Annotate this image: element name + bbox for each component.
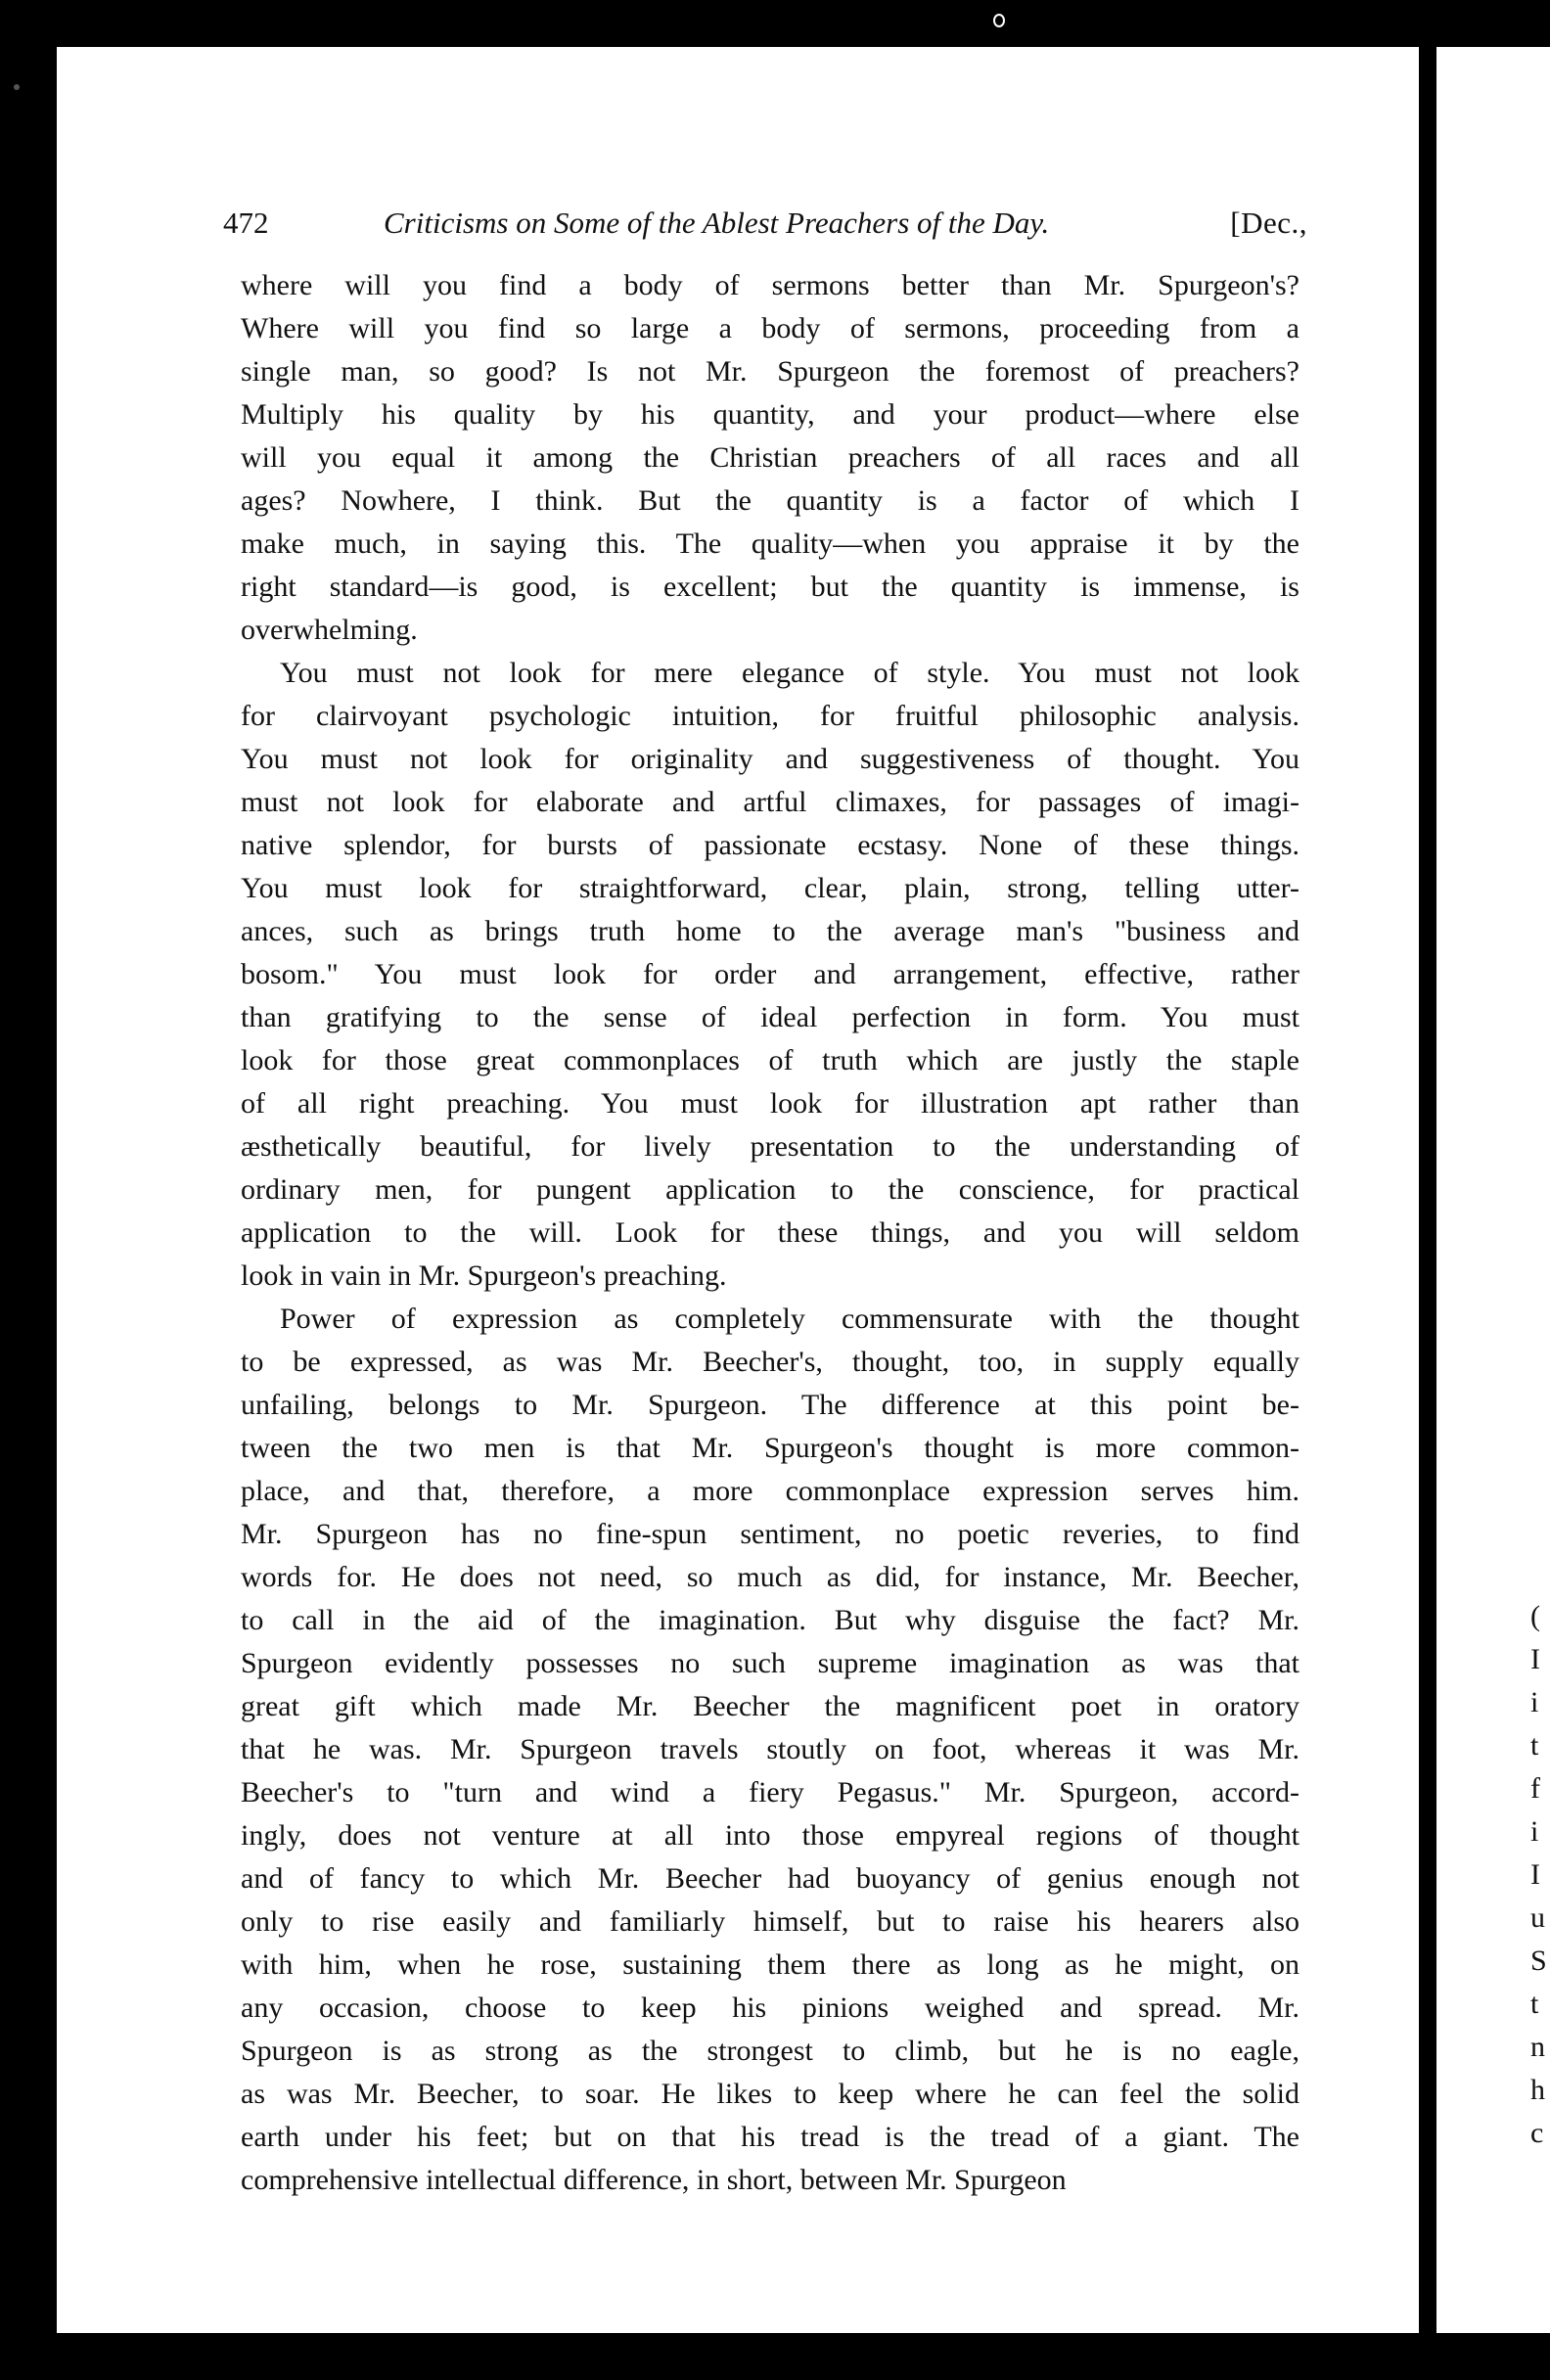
facing-page-fragment: i xyxy=(1530,1686,1539,1718)
text-line: æsthetically beautiful, for lively presentation to the understanding of xyxy=(241,1130,1299,1163)
text-line: where will you find a body of sermons better than Mr. Spurgeon's? xyxy=(241,269,1299,301)
text-line: place, and that, therefore, a more commonplace expression serves him. xyxy=(241,1475,1299,1507)
text-line: comprehensive intellectual difference, in short, between Mr. Spurgeon xyxy=(241,2164,1067,2196)
text-line: ages? Nowhere, I think. But the quantity is a factor of which I xyxy=(241,484,1299,517)
text-line: ances, such as brings truth home to the average man's "business and xyxy=(241,915,1299,947)
facing-page-fragment: t xyxy=(1530,1729,1539,1762)
page-number: 472 xyxy=(223,206,269,240)
text-line: earth under his feet; but on that his tread is the tread of a giant. The xyxy=(241,2121,1299,2153)
paragraph xyxy=(241,652,1299,1298)
text-line: single man, so good? Is not Mr. Spurgeon the foremost of preachers? xyxy=(241,355,1299,388)
text-line: Power of expression as completely commensurate with the thought xyxy=(280,1303,1299,1335)
text-line: and of fancy to which Mr. Beecher had buoyancy of genius enough not xyxy=(241,1862,1299,1895)
text-line: only to rise easily and familiarly himself, but to raise his hearers also xyxy=(241,1905,1299,1938)
text-line: to be expressed, as was Mr. Beecher's, thought, too, in supply equally xyxy=(241,1346,1299,1378)
text-line: Multiply his quality by his quantity, and your product—where else xyxy=(241,398,1299,431)
facing-page-fragment: i xyxy=(1530,1815,1539,1848)
text-line: any occasion, choose to keep his pinions weighed and spread. Mr. xyxy=(241,1991,1299,2024)
text-line: overwhelming. xyxy=(241,614,418,646)
text-line: bosom." You must look for order and arrangement, effective, rather xyxy=(241,958,1299,990)
text-line: Mr. Spurgeon has no fine-spun sentiment, no poetic reveries, to find xyxy=(241,1518,1299,1550)
text-line: Spurgeon is as strong as the strongest to climb, but he is no eagle, xyxy=(241,2035,1299,2067)
text-line: unfailing, belongs to Mr. Spurgeon. The difference at this point be- xyxy=(241,1389,1299,1421)
text-line: Beecher's to "turn and wind a fiery Pegasus." Mr. Spurgeon, accord- xyxy=(241,1776,1299,1808)
facing-page-fragment: c xyxy=(1530,2117,1544,2149)
facing-page-fragment: S xyxy=(1530,1945,1547,1977)
text-line: ordinary men, for pungent application to the conscience, for practical xyxy=(241,1173,1299,1206)
text-line: for clairvoyant psychologic intuition, for fruitful philosophic analysis. xyxy=(241,700,1299,732)
facing-page-fragment: h xyxy=(1530,2074,1545,2106)
text-line: ingly, does not venture at all into those empyreal regions of thought xyxy=(241,1819,1299,1852)
facing-page-fragment: f xyxy=(1530,1772,1540,1805)
text-line: You must look for straightforward, clear, plain, strong, telling utter- xyxy=(241,872,1299,904)
facing-page-fragment: ( xyxy=(1530,1600,1540,1632)
text-line: look for those great commonplaces of truth which are justly the staple xyxy=(241,1044,1299,1076)
text-line: must not look for elaborate and artful climaxes, for passages of imagi- xyxy=(241,786,1299,818)
text-line: Spurgeon evidently possesses no such supreme imagination as was that xyxy=(241,1647,1299,1679)
facing-page-text-fragments xyxy=(1530,1595,1550,2155)
text-line: of all right preaching. You must look for illustration apt rather than xyxy=(241,1087,1299,1120)
text-line: make much, in saying this. The quality—when you appraise it by the xyxy=(241,527,1299,560)
text-line: with him, when he rose, sustaining them there as long as he might, on xyxy=(241,1948,1299,1981)
running-head xyxy=(223,194,1307,252)
paragraph xyxy=(241,1298,1299,2202)
text-line: words for. He does not need, so much as did, for instance, Mr. Beecher, xyxy=(241,1561,1299,1593)
text-line: look in vain in Mr. Spurgeon's preaching. xyxy=(241,1259,727,1292)
facing-page-fragment: I xyxy=(1530,1643,1540,1675)
text-line: application to the will. Look for these things, and you will seldom xyxy=(241,1216,1299,1249)
text-line: tween the two men is that Mr. Spurgeon's thought is more common- xyxy=(241,1432,1299,1464)
text-line: than gratifying to the sense of ideal perfection in form. You must xyxy=(241,1001,1299,1033)
facing-page-fragment: u xyxy=(1530,1901,1545,1934)
text-line: You must not look for originality and suggestiveness of thought. You xyxy=(241,743,1299,775)
facing-page-fragment: n xyxy=(1530,2031,1545,2063)
scan-speck xyxy=(14,84,20,90)
text-line: great gift which made Mr. Beecher the magnificent poet in oratory xyxy=(241,1690,1299,1722)
text-line: to call in the aid of the imagination. But why disguise the fact? Mr. xyxy=(241,1604,1299,1636)
text-line: right standard—is good, is excellent; but the quantity is immense, is xyxy=(241,571,1299,603)
text-line: as was Mr. Beecher, to soar. He likes to keep where he can feel the solid xyxy=(241,2078,1299,2110)
facing-page-fragment: I xyxy=(1530,1858,1540,1891)
text-line: Where will you find so large a body of sermons, proceeding from a xyxy=(241,312,1299,344)
text-line: will you equal it among the Christian preachers of all races and all xyxy=(241,441,1299,474)
facing-page-fragment: t xyxy=(1530,1988,1539,2020)
text-line: native splendor, for bursts of passionate ecstasy. None of these things. xyxy=(241,829,1299,861)
running-title: Criticisms on Some of the Ablest Preachers of the Day. xyxy=(384,206,1050,240)
paragraph xyxy=(241,264,1299,652)
text-line: that he was. Mr. Spurgeon travels stoutly on foot, whereas it was Mr. xyxy=(241,1733,1299,1765)
text-line: You must not look for mere elegance of style. You must not look xyxy=(280,657,1299,689)
scan-registration-mark xyxy=(993,14,1005,27)
running-month: [Dec., xyxy=(1230,206,1307,240)
body-text xyxy=(241,264,1299,2202)
